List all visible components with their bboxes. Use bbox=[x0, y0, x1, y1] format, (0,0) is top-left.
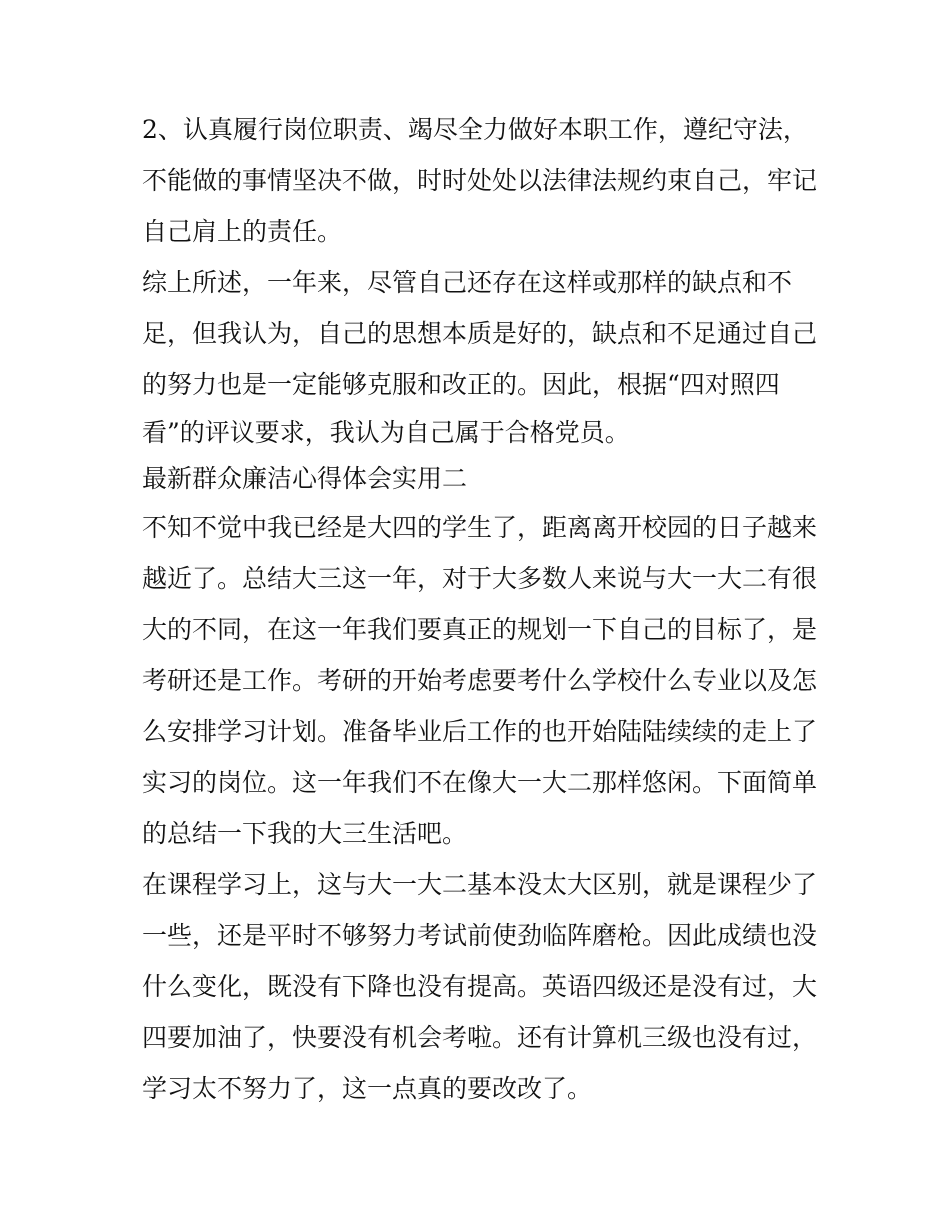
text-line: 实习的岗位。这一年我们不在像大一大二那样悠闲。下面简单 bbox=[142, 768, 818, 797]
text-line: 在课程学习上，这与大一大二基本没太大区别，就是课程少了 bbox=[142, 870, 818, 899]
text-line: 大的不同，在这一年我们要真正的规划一下自己的目标了，是 bbox=[142, 615, 818, 644]
text-line: 2、认真履行岗位职责、竭尽全力做好本职工作，遵纪守法， bbox=[142, 115, 808, 144]
text-line: 四要加油了，快要没有机会考啦。还有计算机三级也没有过， bbox=[142, 1023, 818, 1052]
text-line: 不能做的事情坚决不做，时时处处以法律法规约束自己，牢记 bbox=[142, 166, 818, 195]
text-line: 什么变化，既没有下降也没有提高。英语四级还是没有过，大 bbox=[142, 972, 818, 1001]
text-line: 的努力也是一定能够克服和改正的。因此，根据“四对照四 bbox=[142, 370, 780, 399]
text-line: 看”的评议要求，我认为自己属于合格党员。 bbox=[142, 418, 630, 447]
document-body bbox=[142, 104, 818, 1114]
text-line: 综上所述，一年来，尽管自己还存在这样或那样的缺点和不 bbox=[142, 268, 793, 297]
text-line: 学习太不努力了，这一点真的要改改了。 bbox=[142, 1074, 593, 1103]
text-line: 么安排学习计划。准备毕业后工作的也开始陆陆续续的走上了 bbox=[142, 717, 818, 746]
text-line: 考研还是工作。考研的开始考虑要考什么学校什么专业以及怎 bbox=[142, 666, 818, 695]
text-line: 自己肩上的责任。 bbox=[142, 217, 343, 246]
text-line: 一些，还是平时不够努力考试前使劲临阵磨枪。因此成绩也没 bbox=[142, 921, 818, 950]
section-heading: 最新群众廉洁心得体会实用二 bbox=[142, 464, 468, 493]
text-line: 不知不觉中我已经是大四的学生了，距离离开校园的日子越来 bbox=[142, 513, 818, 542]
text-line: 足，但我认为，自己的思想本质是好的，缺点和不足通过自己 bbox=[142, 319, 818, 348]
text-line: 越近了。总结大三这一年，对于大多数人来说与大一大二有很 bbox=[142, 564, 818, 593]
text-line: 的总结一下我的大三生活吧。 bbox=[142, 819, 468, 848]
